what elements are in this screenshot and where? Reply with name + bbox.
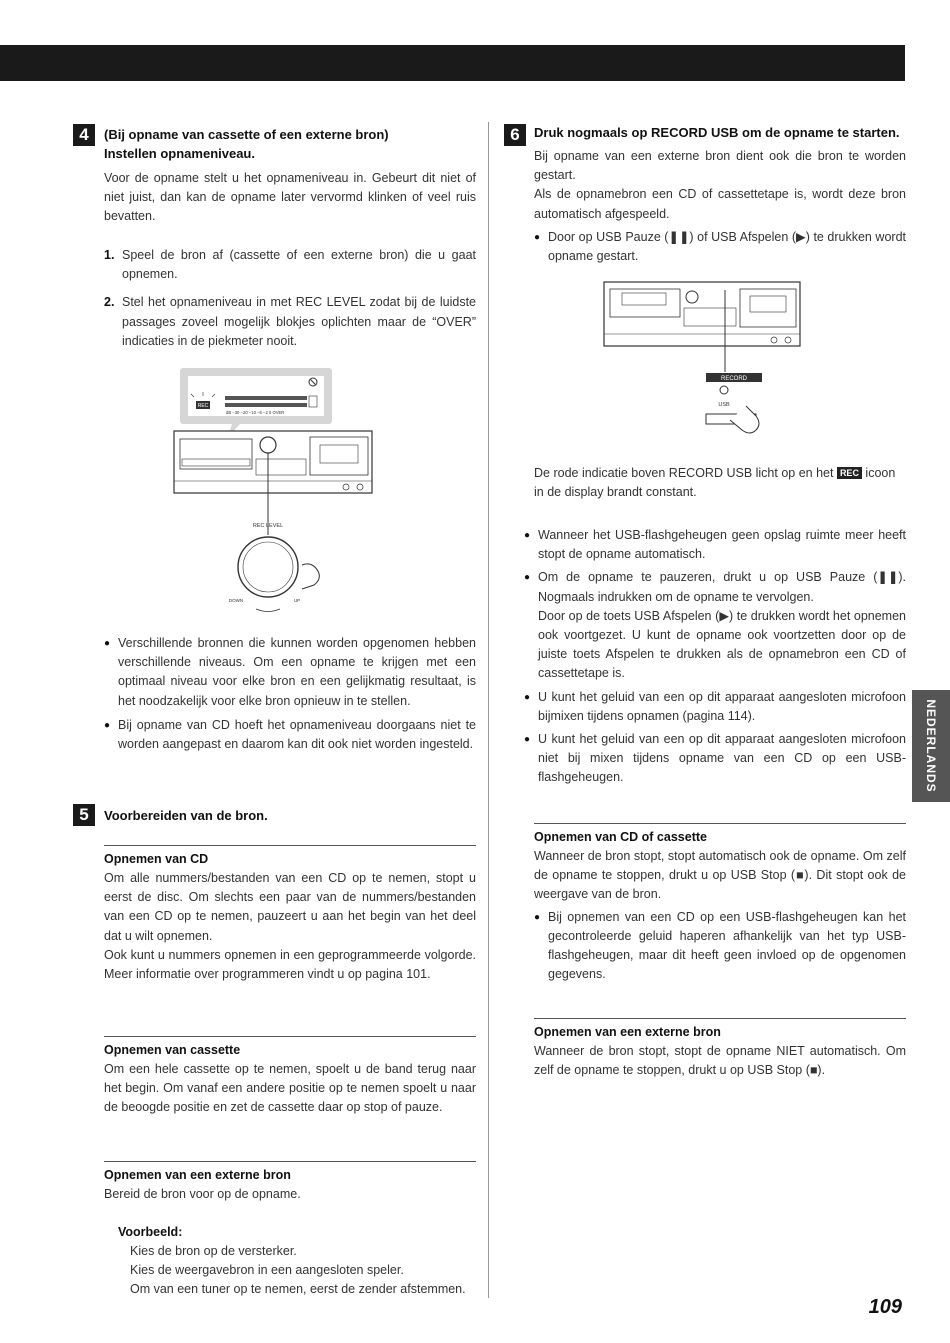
section-stop-cd-cassette [534, 823, 906, 984]
example-line: Kies de bron op de versterker. [130, 1244, 297, 1258]
rec-level-label: REC LEVEL [252, 523, 284, 529]
rec-indicator-label: REC [197, 403, 209, 409]
column-divider [488, 122, 489, 1298]
section-text: Om een hele cassette op te nemen, spoelt u de band terug naar het begin. Om vanaf een andere positie op te nemen spoelt u naar de beoogde positie en zet de cassette daar op stop of pauze. [104, 1062, 476, 1115]
bullet-item: ● Bij opname van CD hoeft het opnameniveau doorgaans niet te worden aangepast en daarom kan dit ook niet worden ingesteld. [104, 716, 476, 754]
bullet-icon: ● [524, 734, 531, 746]
step4-heading-line2: Instellen opnameniveau. [104, 146, 255, 161]
section-text: Ook kunt u nummers opnemen in een geprogrammeerde volgorde. Meer informatie over programmeren vindt u op pagina 101. [104, 947, 476, 982]
list-text: Stel het opnameniveau in met REC LEVEL zodat bij de luidste passages zoveel mogelijk blokjes oplichten maar de “OVER” indicaties in de piekmeter nooit. [122, 295, 476, 348]
step4-heading-line1: (Bij opname van cassette of een externe bron) [104, 127, 389, 142]
list-number: 1. [104, 248, 115, 262]
record-indicator [720, 386, 728, 394]
section-title: Opnemen van CD of cassette [534, 823, 906, 847]
bullet-item: ● Om de opname te pauzeren, drukt u op USB Pauze (❚❚). Nogmaals indrukken om de opname te vervolgen. [524, 568, 906, 606]
hand-icon [730, 406, 759, 433]
bullet-icon: ● [104, 719, 111, 731]
cassette-deck [604, 282, 800, 346]
list-number: 2. [104, 295, 115, 310]
section-stop-externe-bron [534, 1018, 906, 1080]
step-number-5: 5 [73, 804, 95, 826]
step6-bullets [524, 526, 906, 788]
bullet-icon: ● [524, 530, 531, 541]
meter-scale: dB −30 −20 −10 −6 −2 0 OVER [226, 410, 285, 415]
example-block [118, 1223, 478, 1300]
rec-icon: REC [837, 467, 862, 479]
bullet-item: ● Bij opnemen van een CD op een USB-flashgeheugen kan het gecontroleerde geluid haperen afhankelijk van het typ USB-flashgeheugen, maar dit heeft geen invloed op de opgenomen gegevens. [534, 908, 906, 985]
step6-text: Als de opnamebron een CD of cassettetape is, wordt deze bron automatisch afgespeeld. [534, 187, 906, 221]
step6-after-text: De rode indicatie boven RECORD USB licht op en het REC icoon in de display brandt constant. [534, 466, 896, 500]
section-externe-bron-left [104, 1161, 476, 1204]
up-label: UP [293, 598, 301, 603]
step4-intro-text: Voor de opname stelt u het opnameniveau in. Gebeurt dit niet of niet juist, dan kan de opname later vervormd klinken of veel ruis bevatten. [104, 171, 476, 224]
step6-text: Bij opname van een externe bron dient ook die bron te worden gestart. [534, 149, 906, 183]
section-text: Om alle nummers/bestanden van een CD op te nemen, stopt u eerst de disc. Om slechts een paar van de nummers/bestanden van een CD op te nemen, pauzeert u aan het begin van het deel dat u wilt opnemen. [104, 871, 476, 943]
section-title: Opnemen van cassette [104, 1036, 476, 1060]
step4-list [104, 246, 476, 351]
step-number-4: 4 [73, 124, 95, 146]
down-label: DOWN [228, 598, 244, 603]
section-title: Opnemen van een externe bron [104, 1161, 476, 1185]
bullet-item: ● U kunt het geluid van een op dit apparaat aangesloten microfoon bijmixen tijdens opnamen (pagina 114). [524, 688, 906, 726]
bullet-icon: ● [104, 638, 111, 649]
bullet-icon: ● [524, 572, 531, 584]
page-number: 109 [868, 1296, 902, 1318]
bullet-item: ● Door op USB Pauze (❚❚) of USB Afspelen (▶) te drukken wordt opname gestart. [534, 228, 906, 266]
bullet-icon: ● [524, 691, 531, 703]
step6-intro [534, 147, 906, 266]
header-bar [0, 45, 905, 81]
example-line: Om van een tuner op te nemen, eerst de zender afstemmen. [130, 1282, 466, 1297]
section-text: Wanneer de bron stopt, stopt de opname NIET automatisch. Om zelf de opname te stoppen, drukt u op USB Stop (■). [534, 1044, 906, 1078]
step4-heading [104, 125, 476, 163]
section-text: Wanneer de bron stopt, stopt automatisch ook de opname. Om zelf de opname te stoppen, drukt u op USB Stop (■). Dit stopt ook de weergave van de bron. [534, 849, 906, 902]
rotate-arrow-icon [256, 609, 280, 612]
list-item [104, 246, 476, 284]
usb-label: USB [718, 402, 730, 408]
language-tab-label: NEDERLANDS [924, 699, 938, 793]
step4-bullets [104, 634, 476, 754]
rec-level-knob [238, 537, 298, 597]
bullet-item: ● Wanneer het USB-flashgeheugen geen opslag ruimte meer heeft stopt de opname automatisch. [524, 526, 906, 564]
section-title: Opnemen van een externe bron [534, 1018, 906, 1042]
step4-intro [104, 169, 476, 227]
step-number-6: 6 [504, 124, 526, 146]
hand-icon [302, 564, 319, 589]
section-text: Bereid de bron voor op de opname. [104, 1187, 301, 1201]
step6-after-figure [534, 464, 906, 502]
bullet-continuation: Door op de toets USB Afspelen (▶) te drukken wordt het opnemen ook voortgezet. U kunt de opname ook voortzetten door op de juiste toets Afspelen te drukken als de opnamebron een CD of cassettetape is. [538, 608, 906, 681]
step5-heading: Voorbereiden van de bron. [104, 808, 268, 823]
rec-level-illustration [170, 365, 380, 615]
step6-heading: Druk nogmaals op RECORD USB om de opname te starten. [534, 125, 900, 140]
section-opnemen-cassette [104, 1036, 476, 1118]
bullet-item: ● Verschillende bronnen die kunnen worden opgenomen hebben verschillende niveaus. Om een opname te krijgen met een optimaal niveau voor elke bron en een gelijkmatig resultaat, is het noodzakelijk voor elke bron opnieuw in te stellen. [104, 634, 476, 711]
list-text: Speel de bron af (cassette of een externe bron) die u gaat opnemen. [122, 248, 476, 282]
bullet-icon: ● [534, 911, 541, 923]
example-line: Kies de weergavebron in een aangesloten speler. [130, 1263, 404, 1278]
bullet-item: ● U kunt het geluid van een op dit apparaat aangesloten microfoon niet bij mixen tijdens opname van een CD op een USB-flashgeheugen. [524, 730, 906, 788]
list-item [104, 293, 476, 351]
example-title: Voorbeeld: [118, 1225, 183, 1239]
language-tab [912, 690, 950, 802]
section-title: Opnemen van CD [104, 845, 476, 869]
record-label: RECORD [720, 376, 748, 382]
record-usb-illustration [600, 280, 810, 455]
section-opnemen-cd [104, 845, 476, 984]
bullet-icon: ● [534, 231, 541, 243]
